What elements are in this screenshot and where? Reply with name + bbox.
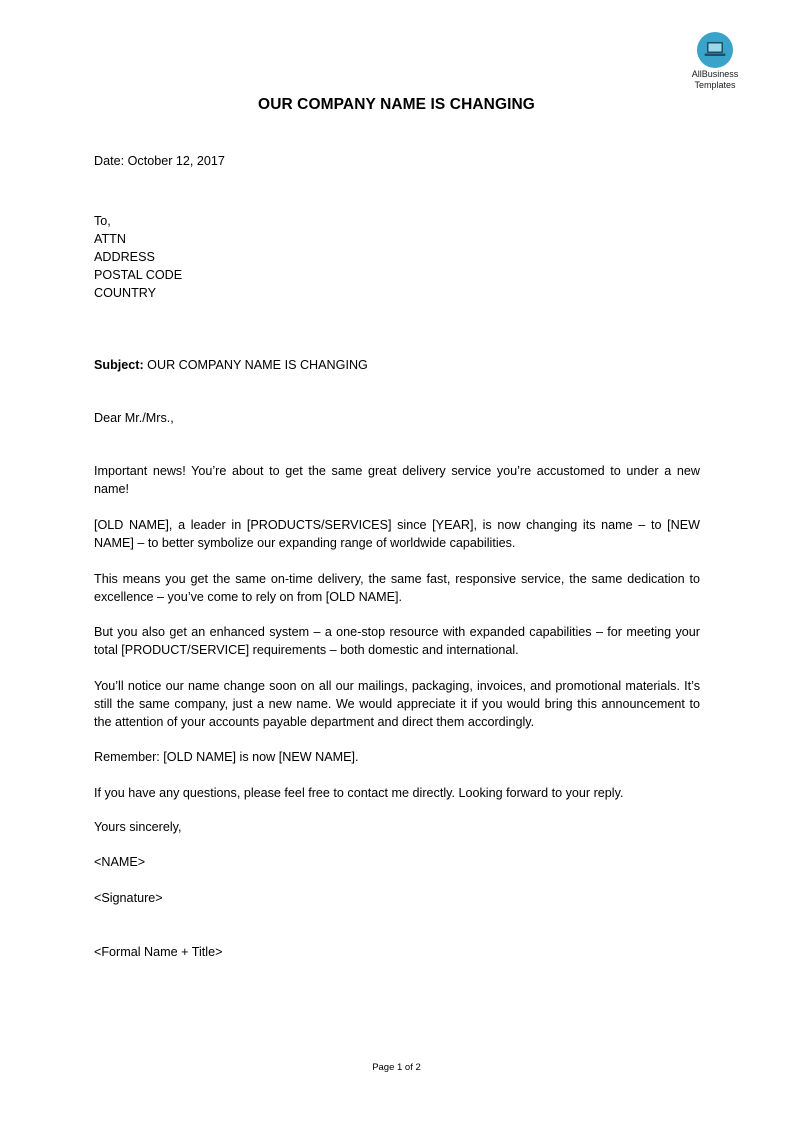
logo-text-line1: AllBusiness (691, 69, 739, 79)
signature-placeholder: <Signature> (94, 891, 163, 905)
document-title: OUR COMPANY NAME IS CHANGING (258, 96, 535, 113)
recipient-postal-code: POSTAL CODE (94, 268, 183, 282)
recipient-country: COUNTRY (94, 286, 157, 300)
subject-text: OUR COMPANY NAME IS CHANGING (143, 358, 368, 372)
salutation: Dear Mr./Mrs., (94, 411, 174, 425)
body-paragraph: Important news! You’re about to get the same great delivery service you’re accustomed to under a new name! (94, 464, 700, 496)
subject-label: Subject: (94, 358, 144, 372)
page-number: Page 1 of 2 (372, 1062, 421, 1073)
recipient-address: ADDRESS (94, 250, 155, 264)
letter-date: Date: October 12, 2017 (94, 154, 225, 168)
recipient-to: To, (94, 214, 111, 228)
logo-badge (697, 32, 733, 68)
closing: Yours sincerely, (94, 820, 182, 834)
name-placeholder: <NAME> (94, 855, 146, 869)
body-paragraph: You’ll notice our name change soon on all our mailings, packaging, invoices, and promotional materials. It’s still the same company, just a new name. We would appreciate it if you would bring this announcement to the attention of your accounts payable department and direct them accordingly. (94, 679, 700, 729)
laptop-icon (704, 41, 726, 59)
brand-logo[interactable] (680, 32, 750, 90)
subject-line (94, 356, 368, 374)
formal-name-placeholder: <Formal Name + Title> (94, 945, 223, 959)
recipient-attn: ATTN (94, 232, 126, 246)
body-paragraph: If you have any questions, please feel free to contact me directly. Looking forward to your reply. (94, 786, 624, 800)
body-paragraph: Remember: [OLD NAME] is now [NEW NAME]. (94, 750, 359, 764)
body-paragraph: This means you get the same on-time delivery, the same fast, responsive service, the same dedication to excellence – you’ve come to rely on from [OLD NAME]. (94, 572, 700, 604)
logo-text-line2: Templates (694, 80, 736, 90)
body-paragraph: But you also get an enhanced system – a one-stop resource with expanded capabilities – for meeting your total [PRODUCT/SERVICE] requirements – both domestic and international. (94, 625, 700, 657)
body-paragraph: [OLD NAME], a leader in [PRODUCTS/SERVICES] since [YEAR], is now changing its name – to [NEW NAME] – to better symbolize our expanding range of worldwide capabilities. (94, 518, 700, 550)
